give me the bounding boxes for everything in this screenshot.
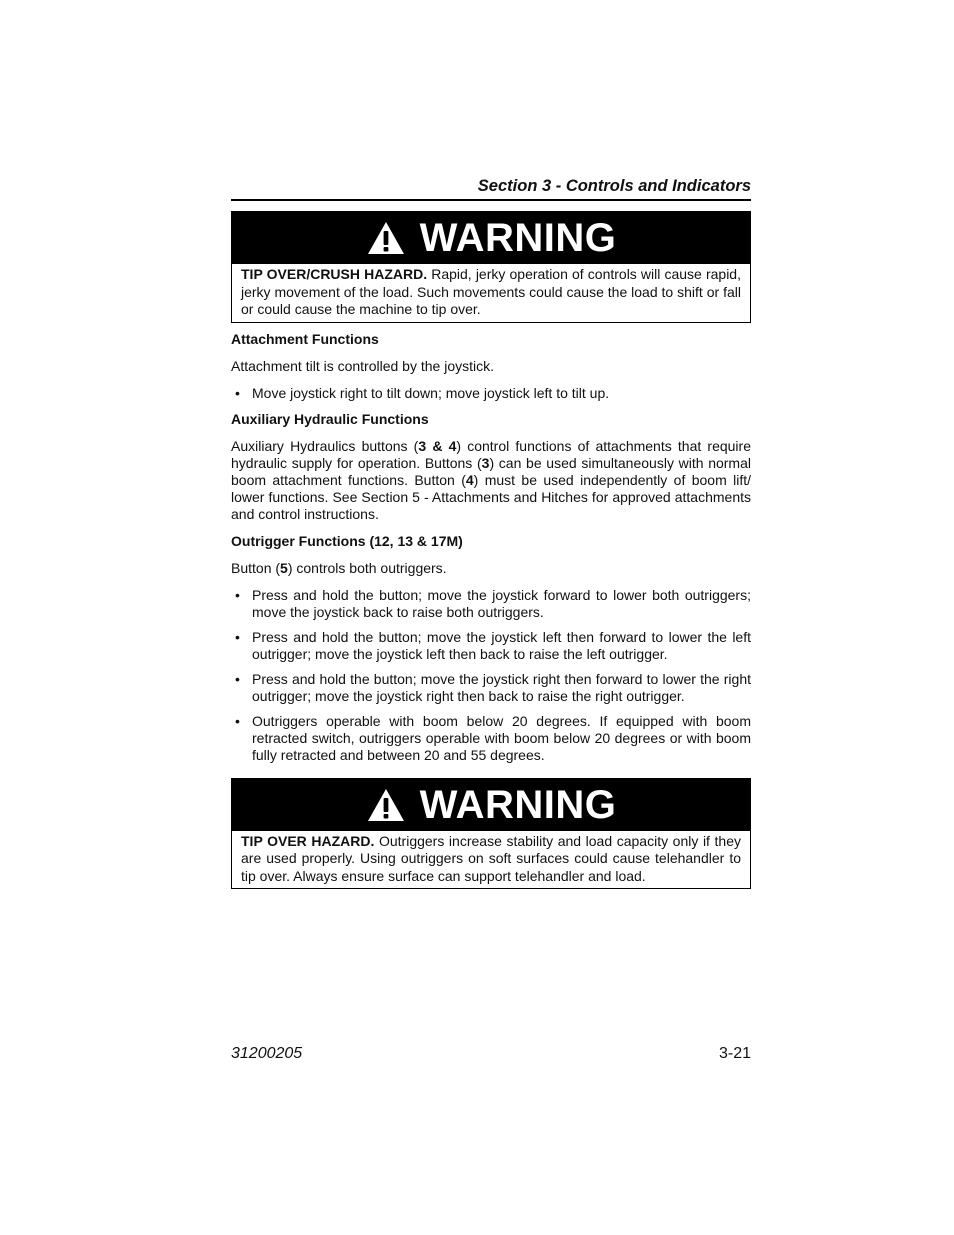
warning-banner: [232, 212, 750, 264]
warning-box-crush-hazard: [231, 211, 751, 323]
warning-lead: TIP OVER HAZARD.: [241, 832, 375, 849]
list-item-text: Press and hold the button; move the joystick right then forward to lower the right outrigger; move the joystick right then back to raise the right outrigger.: [252, 670, 751, 704]
button-ref: 3: [481, 454, 490, 471]
button-ref: 3 & 4: [418, 437, 457, 454]
heading-outrigger-functions: Outrigger Functions (12, 13 & 17M): [231, 532, 463, 549]
warning-body: Outriggers increase stability and load capacity only if they are used properly. Using outriggers on soft surfaces could cause telehandler to tip over. Always ensure surface can support telehandler and load.: [241, 832, 742, 884]
button-ref: 5: [280, 559, 288, 576]
button-ref: 4: [465, 471, 474, 488]
list-item-text: Press and hold the button; move the joystick forward to lower both outriggers; move the joystick back to raise both outriggers.: [252, 586, 751, 620]
list-item: [231, 385, 751, 402]
list-item: [231, 629, 751, 663]
list-item-text: Move joystick right to tilt down; move joystick left to tilt up.: [252, 384, 610, 401]
list-item: [231, 671, 751, 705]
auxiliary-paragraph: [231, 438, 751, 523]
warning-lead: TIP OVER/CRUSH HAZARD.: [241, 266, 428, 282]
text-run: Auxiliary Hydraulics buttons (: [231, 437, 419, 454]
bullet-glyph: •: [235, 628, 240, 645]
warning-title: WARNING: [419, 216, 617, 260]
warning-triangle-icon: [366, 787, 406, 823]
warning-box-tip-over-hazard: [231, 778, 751, 890]
warning-triangle-icon: [366, 220, 406, 256]
text-run: ) must be used independently of boom lift/ lower functions. See Section 5 - Attachments and Hitches for approved attachments and control instructions.: [231, 471, 751, 522]
text-run: ) controls both outriggers.: [287, 559, 447, 576]
bullet-glyph: •: [235, 384, 240, 401]
text-run: Button (: [231, 559, 281, 576]
warning-message: [232, 831, 750, 889]
text-run: ) control functions of attachments that require hydraulic supply for operation. Buttons (: [231, 437, 751, 471]
warning-message: [232, 264, 750, 322]
attachment-intro: Attachment tilt is controlled by the joystick.: [231, 357, 494, 374]
heading-attachment-functions: Attachment Functions: [231, 330, 379, 347]
page-content: [231, 176, 751, 889]
page-number: 3-21: [718, 1045, 751, 1062]
document-number: 31200205: [231, 1045, 303, 1062]
list-item: [231, 587, 751, 621]
list-item: [231, 713, 751, 764]
heading-auxiliary-hydraulic-functions: Auxiliary Hydraulic Functions: [231, 410, 429, 427]
text-run: ) can be used simultaneously with normal boom attachment functions. Button (: [231, 454, 751, 488]
section-header: Section 3 - Controls and Indicators: [231, 176, 751, 201]
warning-title: WARNING: [419, 782, 617, 827]
list-item-text: Outriggers operable with boom below 20 degrees. If equipped with boom retracted switch, outriggers operable with boom below 20 degrees or with boom fully retracted and between 20 and 55 degrees.: [252, 712, 751, 763]
outrigger-intro: [231, 560, 751, 577]
bullet-glyph: •: [235, 586, 240, 603]
warning-banner: [232, 779, 750, 831]
list-item-text: Press and hold the button; move the joystick left then forward to lower the left outrigger; move the joystick left then back to raise the left outrigger.: [252, 628, 751, 662]
bullet-glyph: •: [235, 712, 240, 729]
warning-body: Rapid, jerky operation of controls will cause rapid, jerky movement of the load. Such movements could cause the load to shift or fall or could cause the machine to tip over.: [241, 266, 741, 317]
bullet-glyph: •: [235, 670, 240, 687]
page-footer: [231, 1044, 751, 1064]
